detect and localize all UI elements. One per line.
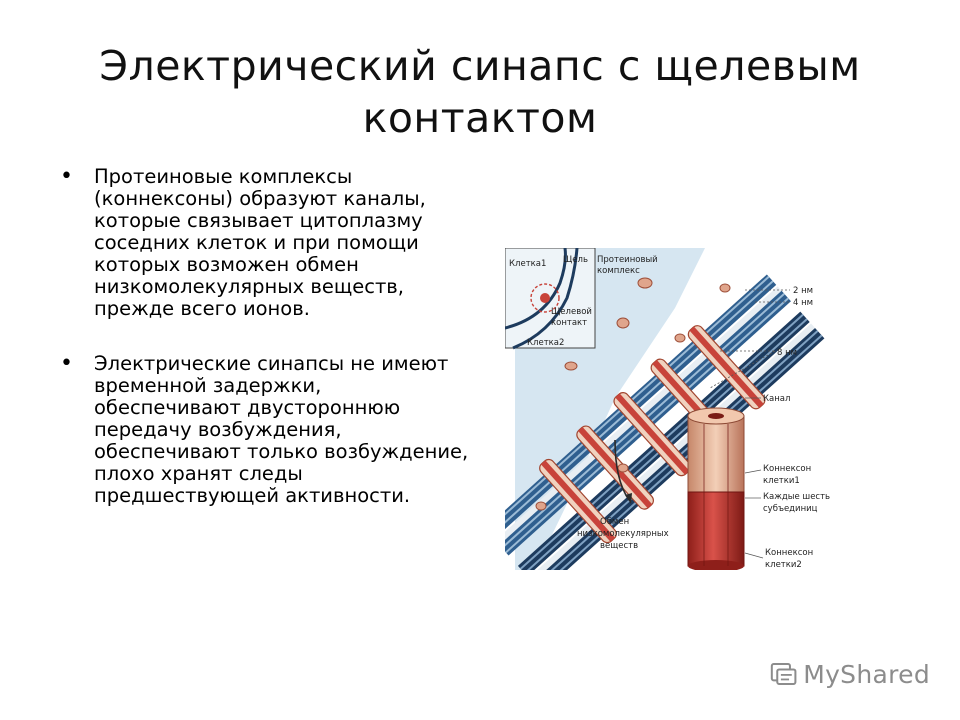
leader-lines	[745, 398, 763, 558]
bullet-text: Электрические синапсы не имеют временной задержки, обеспечивают двустороннюю передачу возбуждения, обеспечивают только возбуждение, плохо хранят следы предшествующей активности.	[94, 352, 469, 507]
bullet-dot: •	[60, 351, 73, 376]
label-4nm: 4 нм	[793, 298, 814, 308]
label-connexon1-1: Коннексон	[763, 464, 812, 474]
label-connexon2-1: Коннексон	[765, 548, 814, 558]
myshared-logo-icon	[770, 659, 797, 689]
label-gap-contact-1: Щелевой	[551, 307, 592, 317]
inset-box	[505, 248, 595, 348]
connexon-cylinder	[688, 408, 744, 570]
label-exchange-2: низкомолекулярных	[577, 529, 669, 539]
bullet-dot: •	[60, 164, 73, 189]
label-six-2: субъединиц	[763, 504, 818, 514]
bullet-item	[60, 166, 470, 320]
label-cell1: Клетка1	[509, 259, 547, 269]
label-exchange-1: Обмен	[600, 517, 630, 527]
bullet-list	[60, 166, 470, 540]
title-line-1: Электрический синапс с щелевым	[99, 42, 861, 90]
watermark	[770, 656, 930, 692]
label-cell2: Клетка2	[527, 338, 565, 348]
watermark-text: MyShared	[803, 659, 930, 689]
label-connexon2-2: клетки2	[765, 560, 802, 570]
bullet-text: Протеиновые комплексы (коннексоны) образуют каналы, которые связывает цитоплазму соседних клеток и при помощи которых возможен обмен низкомолекулярных веществ, прежде всего ионов.	[94, 165, 426, 320]
label-2nm: 2 нм	[793, 286, 814, 296]
title-line-2: контактом	[362, 94, 598, 142]
label-protein-1: Протеиновый	[597, 255, 658, 265]
label-connexon1-2: клетки1	[763, 476, 800, 486]
label-channel: Канал	[763, 394, 791, 404]
bullet-item	[60, 353, 470, 507]
label-gap-contact-2: контакт	[551, 318, 588, 328]
label-8nm: 8 нм	[777, 348, 798, 358]
synapse-illustration	[505, 248, 850, 570]
label-exchange-3: веществ	[600, 541, 639, 551]
label-gap: Щель	[563, 255, 588, 265]
label-protein-2: комплекс	[597, 266, 640, 276]
label-six-1: Каждые шесть	[763, 492, 831, 502]
slide-title	[60, 40, 900, 144]
